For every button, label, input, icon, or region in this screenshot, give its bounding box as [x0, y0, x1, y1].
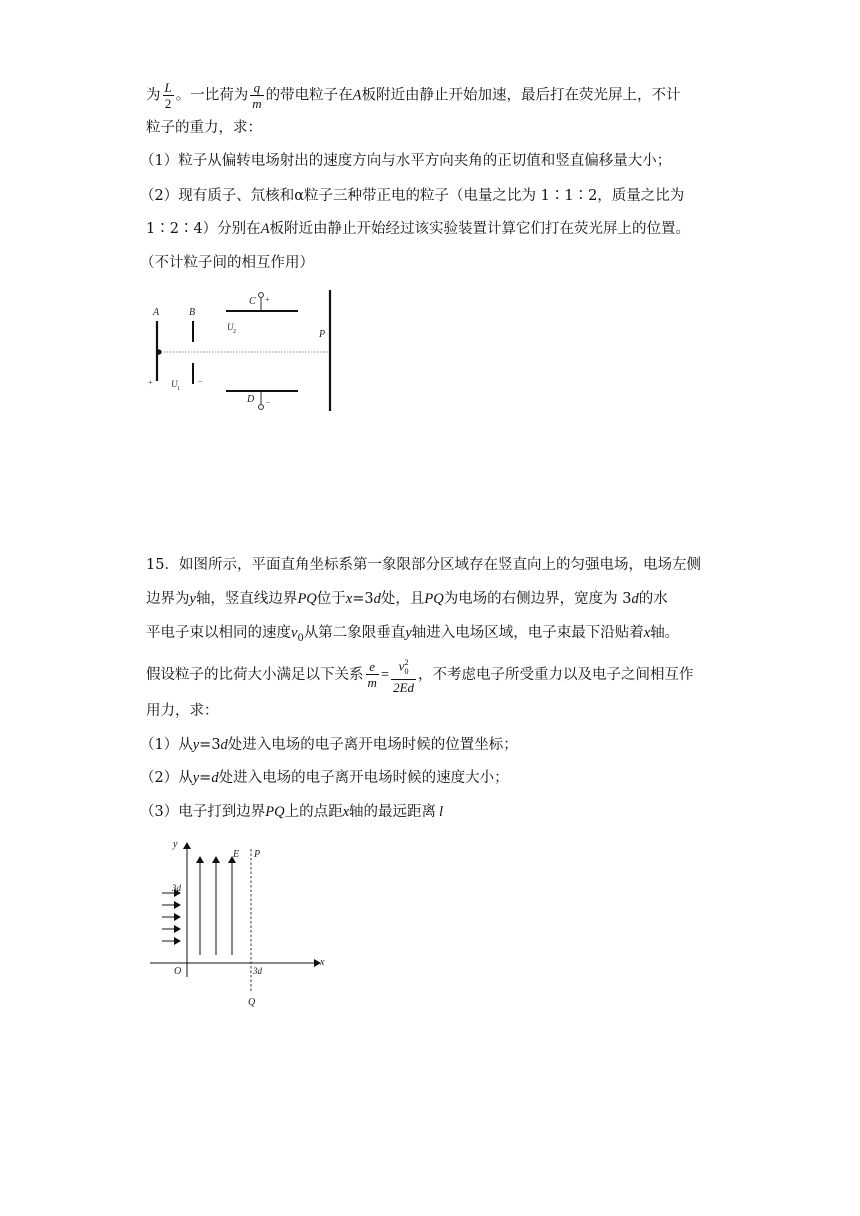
label-B: B [189, 307, 196, 318]
p15-question-1: （1）从y=3d处进入电场的电子离开电场时候的位置坐标； [140, 737, 518, 753]
label-D: D [247, 394, 255, 405]
p14-line-1: 为 $\frac{L}{2}$ 。一比荷为 $\frac{q}{m}$ 的带电粒子在A板附近由静止开始加速，最后打在荧光屏上，不计 [146, 80, 681, 111]
p15-line-4: 假设粒子的比荷大小满足以下关系 $\frac{e}{m}$ = $\frac{v^2_0}{2Ed}$ ，不考虑电子所受重力以及电子之间相互作 [146, 655, 694, 695]
fraction-v0sq-over-2Ed: $\frac{v^2_0}{2Ed}$ [391, 655, 416, 695]
label-3d-y: 3d [172, 883, 181, 893]
p15-line-2: 边界为y轴，竖直线边界PQ位于x=3d处，且PQ为电场的右侧边界，宽度为 3d的水 [146, 591, 668, 607]
label-B-minus: − [198, 377, 203, 386]
label-P: P [319, 329, 326, 340]
p14-question-2a: （2）现有质子、氘核和α粒子三种带正电的粒子（电量之比为 1∶1∶2，质量之比为 [140, 188, 685, 204]
figure-15-field-diagram [140, 835, 340, 1015]
label-U2: U [227, 322, 234, 332]
fraction-L-over-2: $\frac{L}{2}$ [164, 80, 172, 111]
p15-line-1: 15．如图所示，平面直角坐标系第一象限部分区域存在竖直向上的匀强电场，电场左侧 [146, 557, 701, 573]
fraction-e-over-m: $\frac{e}{m}$ [367, 659, 377, 691]
label-y: y [173, 839, 178, 850]
label-P: P [254, 849, 261, 860]
label-Q: Q [248, 997, 256, 1008]
p14-question-2b: 1∶2∶4）分别在A板附近由静止开始经过该实验装置计算它们打在荧光屏上的位置。 [146, 221, 691, 237]
label-U1-sub: 1 [177, 386, 180, 392]
p14-line-2: 粒子的重力，求： [146, 120, 262, 136]
p15-line-3: 平电子束以相同的速度$v_0$从第二象限垂直y轴进入电场区域，电子束最下沿贴着x轴。 [146, 625, 680, 644]
p15-line-5: 用力，求： [146, 703, 219, 719]
label-A: A [153, 307, 160, 318]
label-3d-x: 3d [253, 966, 262, 976]
p14-question-2c: （不计粒子间的相互作用） [140, 255, 314, 271]
fraction-q-over-m: $\frac{q}{m}$ [252, 80, 262, 111]
label-O: O [174, 966, 182, 977]
particle-source [156, 349, 161, 354]
label-C: C [249, 296, 256, 307]
label-x: x [320, 957, 325, 968]
terminal-D [259, 405, 264, 410]
label-D-minus: − [266, 398, 271, 407]
label-E: E [233, 849, 240, 860]
p15-question-3: （3）电子打到边界PQ上的点距x轴的最远距离 l [140, 804, 444, 820]
terminal-C [259, 293, 264, 298]
p14-question-1: （1）粒子从偏转电场射出的速度方向与水平方向夹角的正切值和竖直偏移量大小； [140, 153, 672, 169]
figure-14-accelerator-diagram [140, 285, 350, 420]
label-U1: U [171, 379, 178, 389]
label-A-plus: + [148, 378, 153, 387]
label-U2-sub: 2 [233, 329, 236, 335]
label-C-plus: + [265, 295, 270, 304]
p15-question-2: （2）从y=d处进入电场的电子离开电场时候的速度大小； [140, 770, 509, 786]
